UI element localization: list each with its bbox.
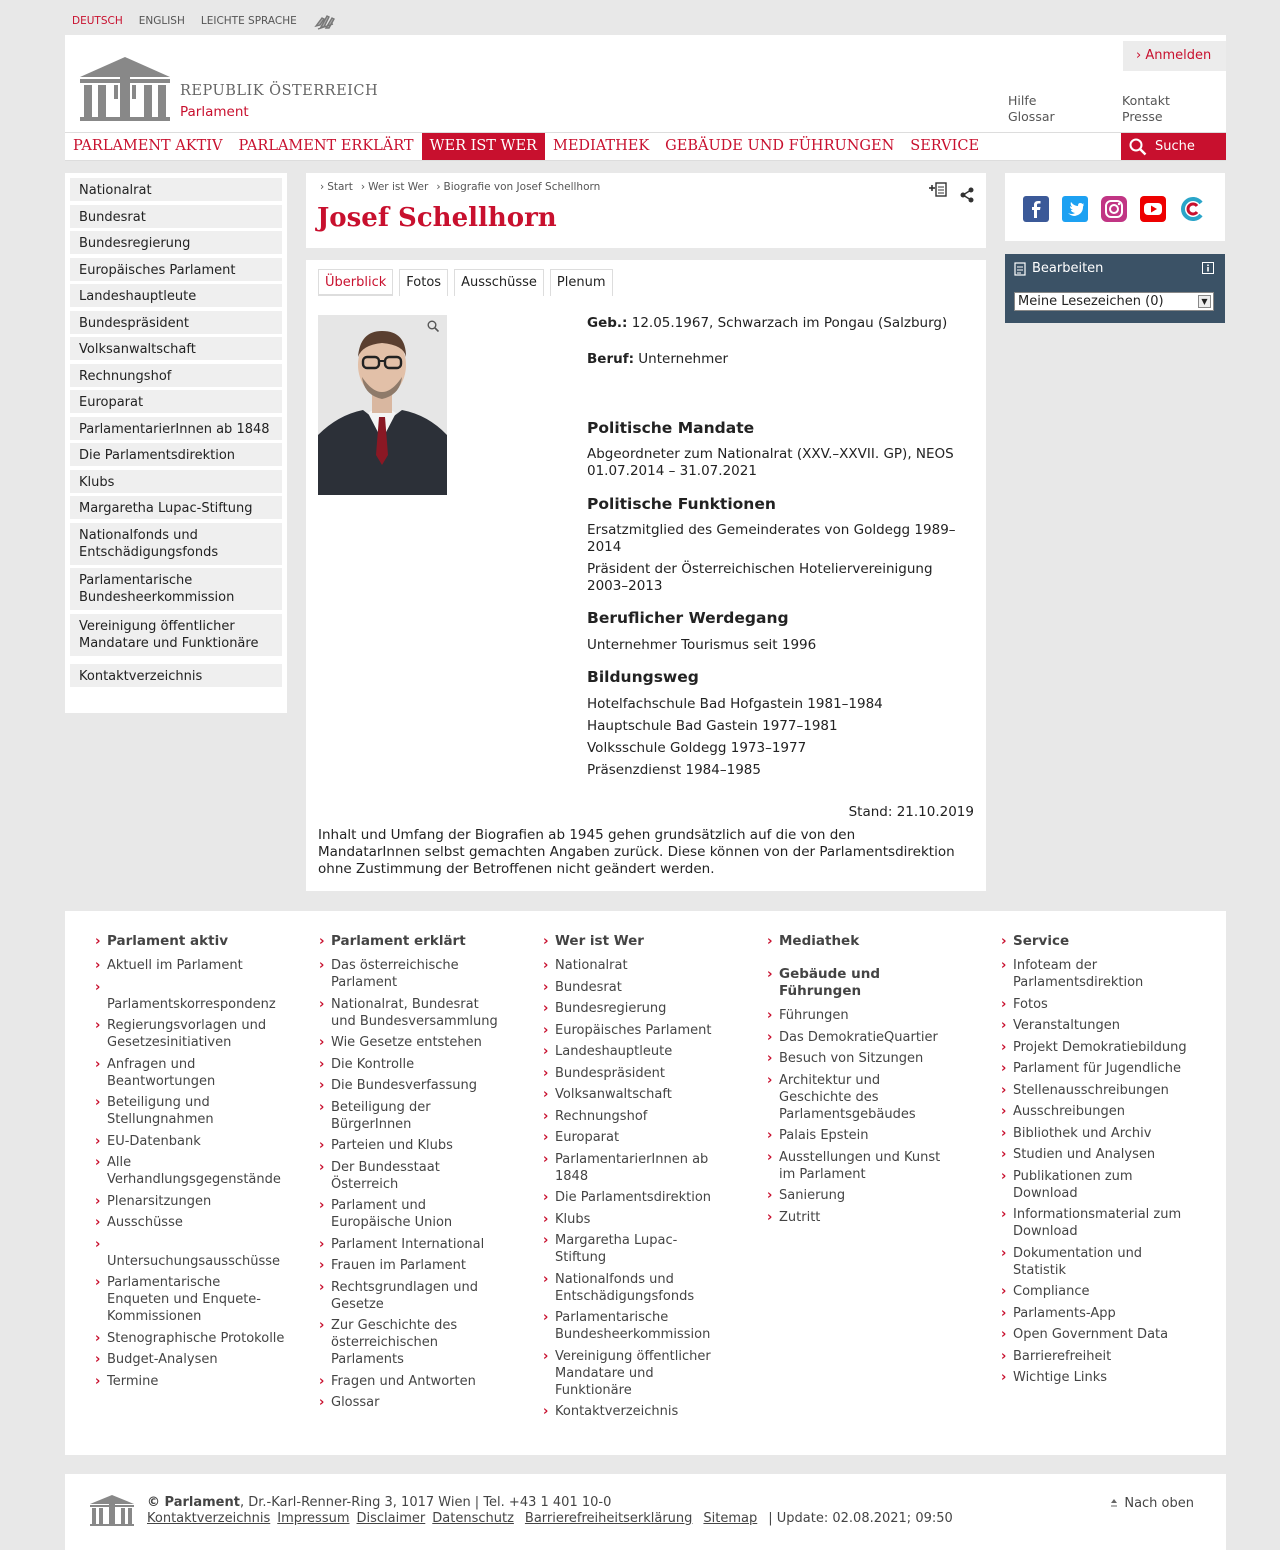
- sidebar-item-bundesregierung[interactable]: Bundesregierung: [70, 231, 282, 254]
- footer-link[interactable]: › Anfragen und Beantwortungen: [95, 1056, 285, 1090]
- site-header: [65, 35, 1226, 132]
- footer-sitemap: [65, 911, 1226, 1455]
- biography: [587, 315, 977, 779]
- footer-heading[interactable]: › Mediathek: [767, 933, 952, 950]
- update-timestamp: | Update: 02.08.2021; 09:50: [768, 1511, 953, 1526]
- footer-heading[interactable]: › Wer ist Wer: [543, 933, 718, 950]
- footer-link[interactable]: › Parlamentarische Bundesheerkommission: [543, 1309, 718, 1343]
- footer-link[interactable]: › Regierungsvorlagen und Gesetzesinitiativen: [95, 1017, 285, 1051]
- tab-plenum[interactable]: Plenum: [550, 269, 613, 296]
- footer-link[interactable]: › Nationalrat, Bundesrat und Bundesversammlung: [319, 996, 499, 1030]
- nav-service[interactable]: SERVICE: [910, 138, 980, 154]
- back-to-top-link[interactable]: [1109, 1496, 1194, 1511]
- footer-link[interactable]: › Zur Geschichte des österreichischen Parlaments: [319, 1317, 499, 1368]
- bildung-item: Präsenzdienst 1984–1985: [587, 762, 761, 778]
- footer-link[interactable]: › Stenographische Protokolle: [95, 1330, 285, 1347]
- lang-english-link[interactable]: ENGLISH: [138, 15, 185, 27]
- footer-link[interactable]: › Landeshauptleute: [543, 1043, 718, 1060]
- header-links-right: [1122, 93, 1170, 125]
- footer-link[interactable]: › Nationalfonds und Entschädigungsfonds: [543, 1271, 718, 1305]
- footer-link[interactable]: › Der Bundesstaat Österreich: [319, 1159, 499, 1193]
- footer-link[interactable]: › Das DemokratieQuartier: [767, 1029, 952, 1046]
- sidebar-item-bundesheerkommission[interactable]: Parlamentarische Bundesheerkommission: [70, 568, 282, 610]
- tab-fotos[interactable]: Fotos: [399, 269, 448, 296]
- profession-label: Beruf:: [587, 351, 634, 367]
- contact-directory-link[interactable]: Kontaktverzeichnis: [147, 1511, 271, 1526]
- footer-link[interactable]: › Ausstellungen und Kunst im Parlament: [767, 1149, 952, 1183]
- arrow-up-icon: [1109, 1497, 1119, 1507]
- footer-link[interactable]: › Budget-Analysen: [95, 1351, 285, 1368]
- footer-link[interactable]: › Parlamentarische Enqueten und Enquete-Kommissionen: [95, 1274, 285, 1325]
- footer-link[interactable]: › Alle Verhandlungsgegenstände: [95, 1154, 285, 1188]
- back-to-top-label: Nach oben: [1124, 1496, 1194, 1511]
- privacy-link[interactable]: Datenschutz: [432, 1511, 514, 1526]
- section-heading-bildung: Bildungsweg: [587, 668, 699, 686]
- bildung-item: Volksschule Goldegg 1973–1977: [587, 740, 807, 756]
- login-button[interactable]: › Anmelden: [1123, 41, 1226, 71]
- footer-link[interactable]: › Rechtsgrundlagen und Gesetze: [319, 1279, 499, 1313]
- footer-column-parlament-erklaert: [319, 933, 499, 1416]
- footer-column-wer-ist-wer: [543, 933, 718, 1425]
- bookmark-panel-title: Bearbeiten: [1032, 261, 1104, 276]
- contact-link[interactable]: Kontakt: [1122, 93, 1170, 108]
- footer-column-service: [1001, 933, 1191, 1391]
- document-icon: [1014, 262, 1026, 276]
- footer-link[interactable]: › Sanierung: [767, 1187, 952, 1204]
- nav-parlament-erklaert[interactable]: PARLAMENT ERKLÄRT: [238, 138, 414, 154]
- breadcrumb-start[interactable]: › Start: [320, 181, 353, 193]
- social-links: [1005, 173, 1225, 241]
- footer-link[interactable]: › Bibliothek und Archiv: [1001, 1125, 1191, 1142]
- login-label: Anmelden: [1145, 48, 1212, 63]
- footer-link[interactable]: › Frauen im Parlament: [319, 1257, 499, 1274]
- section-heading-funktionen: Politische Funktionen: [587, 495, 776, 513]
- chevron-down-icon: ▼: [1198, 295, 1211, 308]
- tab-ueberblick[interactable]: Überblick: [318, 269, 393, 296]
- footer-link[interactable]: › Beteiligung und Stellungnahmen: [95, 1094, 285, 1128]
- footer-link[interactable]: › Klubs: [543, 1211, 718, 1228]
- footer-link[interactable]: › Die Bundesverfassung: [319, 1077, 499, 1094]
- sidebar-item-europarat[interactable]: Europarat: [70, 390, 282, 413]
- tab-ausschuesse[interactable]: Ausschüsse: [454, 269, 544, 296]
- parliament-small-logo-icon[interactable]: [90, 1494, 134, 1526]
- footer-address-line: [147, 1495, 953, 1511]
- logo-subtitle: Parlament: [180, 104, 249, 120]
- footer-link[interactable]: › Termine: [95, 1373, 285, 1390]
- zoom-icon[interactable]: [427, 320, 439, 332]
- bildung-item: Hotelfachschule Bad Hofgastein 1981–1984: [587, 696, 883, 712]
- footer-link[interactable]: › Fragen und Antworten: [319, 1373, 499, 1390]
- sitemap-link[interactable]: Sitemap: [703, 1511, 758, 1526]
- sidebar-item-nationalfonds[interactable]: Nationalfonds und Entschädigungsfonds: [70, 523, 282, 565]
- sidebar-item-vereinigung[interactable]: Vereinigung öffentlicher Mandatare und Funktionäre: [70, 614, 282, 656]
- search-button[interactable]: [1121, 133, 1226, 160]
- footer-link[interactable]: › Parlament International: [319, 1236, 499, 1253]
- funktion-item: Präsident der Österreichischen Hoteliervereinigung 2003–2013: [587, 561, 933, 594]
- footer-link[interactable]: › Palais Epstein: [767, 1127, 952, 1144]
- sidebar-item-eu-parlament[interactable]: Europäisches Parlament: [70, 258, 282, 281]
- footer-link[interactable]: › Vereinigung öffentlicher Mandatare und Funktionäre: [543, 1348, 718, 1399]
- bookmarks-select-value: Meine Lesezeichen (0): [1018, 294, 1164, 309]
- footer-link[interactable]: › Ausschüsse: [95, 1214, 285, 1231]
- footer-link[interactable]: › Parlament für Jugendliche: [1001, 1060, 1191, 1077]
- logo-title: REPUBLIK ÖSTERREICH: [180, 83, 379, 99]
- header-links-left: [1008, 93, 1055, 125]
- werdegang-item: Unternehmer Tourismus seit 1996: [587, 637, 817, 653]
- sidebar-item-parlamentsdirektion[interactable]: Die Parlamentsdirektion: [70, 443, 282, 466]
- bookmark-panel: [1005, 254, 1225, 323]
- lang-easy-link[interactable]: LEICHTE SPRACHE: [200, 15, 297, 27]
- footer-link[interactable]: › Bundesrat: [543, 979, 718, 996]
- footer-link[interactable]: › Parlaments-App: [1001, 1305, 1191, 1322]
- sidebar-item-bundesrat[interactable]: Bundesrat: [70, 205, 282, 228]
- search-label: Suche: [1155, 139, 1195, 154]
- content-header: [306, 173, 986, 248]
- footer-link[interactable]: › Plenarsitzungen: [95, 1193, 285, 1210]
- sidebar-item-volksanwaltschaft[interactable]: Volksanwaltschaft: [70, 337, 282, 360]
- funktion-item: Ersatzmitglied des Gemeinderates von Goldegg 1989–2014: [587, 522, 956, 555]
- breadcrumb-current: › Biografie von Josef Schellhorn: [436, 181, 600, 193]
- imprint-link[interactable]: Impressum: [277, 1511, 350, 1526]
- info-icon[interactable]: [1202, 262, 1214, 274]
- footer-link[interactable]: › Untersuchungsausschüsse: [95, 1236, 285, 1270]
- sidebar-item-landeshauptleute[interactable]: Landeshauptleute: [70, 284, 282, 307]
- footer-link[interactable]: › Stellenausschreibungen: [1001, 1082, 1191, 1099]
- page-title: Josef Schellhorn: [317, 203, 557, 233]
- footer-link[interactable]: › Führungen: [767, 1007, 952, 1024]
- sidebar-item-rechnungshof[interactable]: Rechnungshof: [70, 364, 282, 387]
- portrait-photo[interactable]: [318, 315, 447, 495]
- language-bar: [72, 13, 337, 29]
- footer-link[interactable]: › Fotos: [1001, 996, 1191, 1013]
- footer-link[interactable]: › Dokumentation und Statistik: [1001, 1245, 1191, 1279]
- disclaimer-note: Inhalt und Umfang der Biografien ab 1945 gehen grundsätzlich auf die von den MandatarInnen selbst gemachten Angaben zurück. Diese können von der Parlamentsdirektion ohne Zustimmung der Betroffenen nicht geändert werden.: [318, 827, 955, 877]
- footer-link[interactable]: › Die Kontrolle: [319, 1056, 499, 1073]
- footer-link[interactable]: › Rechnungshof: [543, 1108, 718, 1125]
- section-heading-mandate: Politische Mandate: [587, 419, 755, 437]
- footer-link[interactable]: › EU-Datenbank: [95, 1133, 285, 1150]
- footer-link[interactable]: › Margaretha Lupac-Stiftung: [543, 1232, 718, 1266]
- footer-column-parlament-aktiv: [95, 933, 285, 1394]
- nav-gebaeude[interactable]: GEBÄUDE UND FÜHRUNGEN: [665, 138, 895, 154]
- sidebar-item-kontaktverzeichnis[interactable]: Kontaktverzeichnis: [70, 664, 282, 687]
- footer-link[interactable]: › Das österreichische Parlament: [319, 957, 499, 991]
- profession-value: Unternehmer: [638, 351, 729, 367]
- footer-link[interactable]: › Barrierefreiheit: [1001, 1348, 1191, 1365]
- sidebar: [65, 173, 287, 713]
- birth-label: Geb.:: [587, 315, 628, 331]
- profession-line: [587, 351, 977, 368]
- footer-link[interactable]: › Parteien und Klubs: [319, 1137, 499, 1154]
- footer-link[interactable]: › Open Government Data: [1001, 1326, 1191, 1343]
- mediathek-icon[interactable]: [1179, 196, 1205, 222]
- bildung-item: Hauptschule Bad Gastein 1977–1981: [587, 718, 838, 734]
- footer-link[interactable]: › Wie Gesetze entstehen: [319, 1034, 499, 1051]
- footer-link[interactable]: › Beteiligung der BürgerInnen: [319, 1099, 499, 1133]
- tab-bar: [318, 269, 613, 296]
- nav-wer-ist-wer[interactable]: WER IST WER: [422, 133, 545, 160]
- instagram-icon[interactable]: [1101, 196, 1127, 222]
- footer-link[interactable]: › Zutritt: [767, 1209, 952, 1226]
- nav-parlament-aktiv[interactable]: PARLAMENT AKTIV: [73, 138, 223, 154]
- footer-heading[interactable]: › Parlament erklärt: [319, 933, 499, 950]
- share-icon[interactable]: [959, 187, 975, 203]
- footer-link[interactable]: › Architektur und Geschichte des Parlamentsgebäudes: [767, 1072, 952, 1123]
- youtube-icon[interactable]: [1140, 196, 1166, 222]
- footer-link[interactable]: › Projekt Demokratiebildung: [1001, 1039, 1191, 1056]
- footer-link[interactable]: › Informationsmaterial zum Download: [1001, 1206, 1191, 1240]
- sidebar-item-nationalrat[interactable]: Nationalrat: [70, 178, 282, 201]
- footer-link[interactable]: › Volksanwaltschaft: [543, 1086, 718, 1103]
- address: , Dr.-Karl-Renner-Ring 3, 1017 Wien | Tel. +43 1 401 10-0: [239, 1495, 612, 1510]
- footer-heading[interactable]: › Service: [1001, 933, 1191, 950]
- footer-link[interactable]: › Wichtige Links: [1001, 1369, 1191, 1386]
- help-link[interactable]: Hilfe: [1008, 93, 1037, 108]
- search-icon: [1129, 138, 1147, 156]
- footer-link[interactable]: › Compliance: [1001, 1283, 1191, 1300]
- footer-link[interactable]: › Kontaktverzeichnis: [543, 1403, 718, 1420]
- disclaimer-link[interactable]: Disclaimer: [356, 1511, 426, 1526]
- footer-link[interactable]: › Studien und Analysen: [1001, 1146, 1191, 1163]
- footer-link[interactable]: › Europäisches Parlament: [543, 1022, 718, 1039]
- mandate-period: 01.07.2014 – 31.07.2021: [587, 463, 757, 479]
- breadcrumb: [320, 181, 600, 193]
- birth-line: [587, 315, 977, 332]
- footer-link[interactable]: › Aktuell im Parlament: [95, 957, 285, 974]
- footer-link[interactable]: › Parlament und Europäische Union: [319, 1197, 499, 1231]
- footer-link[interactable]: › ParlamentarierInnen ab 1848: [543, 1151, 718, 1185]
- lang-deutsch-link[interactable]: DEUTSCH: [72, 15, 123, 27]
- birth-value: 12.05.1967, Schwarzach im Pongau (Salzburg): [631, 315, 948, 331]
- footer-link[interactable]: › Bundespräsident: [543, 1065, 718, 1082]
- sidebar-item-lupac-stiftung[interactable]: Margaretha Lupac-Stiftung: [70, 496, 282, 519]
- mandate-text: Abgeordneter zum Nationalrat (XXV.–XXVII. GP), NEOS: [587, 446, 954, 462]
- facebook-icon[interactable]: [1023, 196, 1049, 222]
- parliament-logo-icon[interactable]: [80, 55, 170, 121]
- bookmarks-select[interactable]: [1014, 292, 1214, 311]
- sign-language-icon[interactable]: [313, 12, 337, 30]
- breadcrumb-wer-ist-wer[interactable]: › Wer ist Wer: [361, 181, 428, 193]
- footer-link[interactable]: › Ausschreibungen: [1001, 1103, 1191, 1120]
- footer-link[interactable]: › Glossar: [319, 1394, 499, 1411]
- footer-link[interactable]: › Veranstaltungen: [1001, 1017, 1191, 1034]
- footer-link[interactable]: › Parlamentskorrespondenz: [95, 979, 285, 1013]
- sidebar-item-parlamentarier[interactable]: ParlamentarierInnen ab 1848: [70, 417, 282, 440]
- footer-column-mediathek: [767, 933, 952, 1230]
- footer-heading[interactable]: › Gebäude und Führungen: [767, 966, 952, 1000]
- twitter-icon[interactable]: [1062, 196, 1088, 222]
- accessibility-statement-link[interactable]: Barrierefreiheitserklärung: [524, 1511, 693, 1526]
- glossary-link[interactable]: Glossar: [1008, 109, 1055, 124]
- footer-link[interactable]: › Europarat: [543, 1129, 718, 1146]
- footer-link[interactable]: › Die Parlamentsdirektion: [543, 1189, 718, 1206]
- nav-mediathek[interactable]: MEDIATHEK: [552, 138, 650, 154]
- footer-link[interactable]: › Publikationen zum Download: [1001, 1168, 1191, 1202]
- add-bookmark-icon[interactable]: [928, 180, 948, 198]
- section-heading-werdegang: Beruflicher Werdegang: [587, 609, 789, 627]
- bottom-bar: [65, 1474, 1226, 1550]
- last-updated: Stand: 21.10.2019: [848, 804, 974, 820]
- footer-link[interactable]: › Besuch von Sitzungen: [767, 1050, 952, 1067]
- press-link[interactable]: Presse: [1122, 109, 1163, 124]
- footer-link[interactable]: › Infoteam der Parlamentsdirektion: [1001, 957, 1191, 991]
- footer-legal-links: [147, 1511, 953, 1527]
- footer-link[interactable]: › Bundesregierung: [543, 1000, 718, 1017]
- footer-heading[interactable]: › Parlament aktiv: [95, 933, 285, 950]
- footer-imprint: [147, 1495, 953, 1527]
- sidebar-item-klubs[interactable]: Klubs: [70, 470, 282, 493]
- copyright: © Parlament: [147, 1495, 240, 1510]
- footer-link[interactable]: › Nationalrat: [543, 957, 718, 974]
- main-navigation: [65, 132, 1226, 161]
- sidebar-item-bundespraesident[interactable]: Bundespräsident: [70, 311, 282, 334]
- content-body: [306, 260, 986, 891]
